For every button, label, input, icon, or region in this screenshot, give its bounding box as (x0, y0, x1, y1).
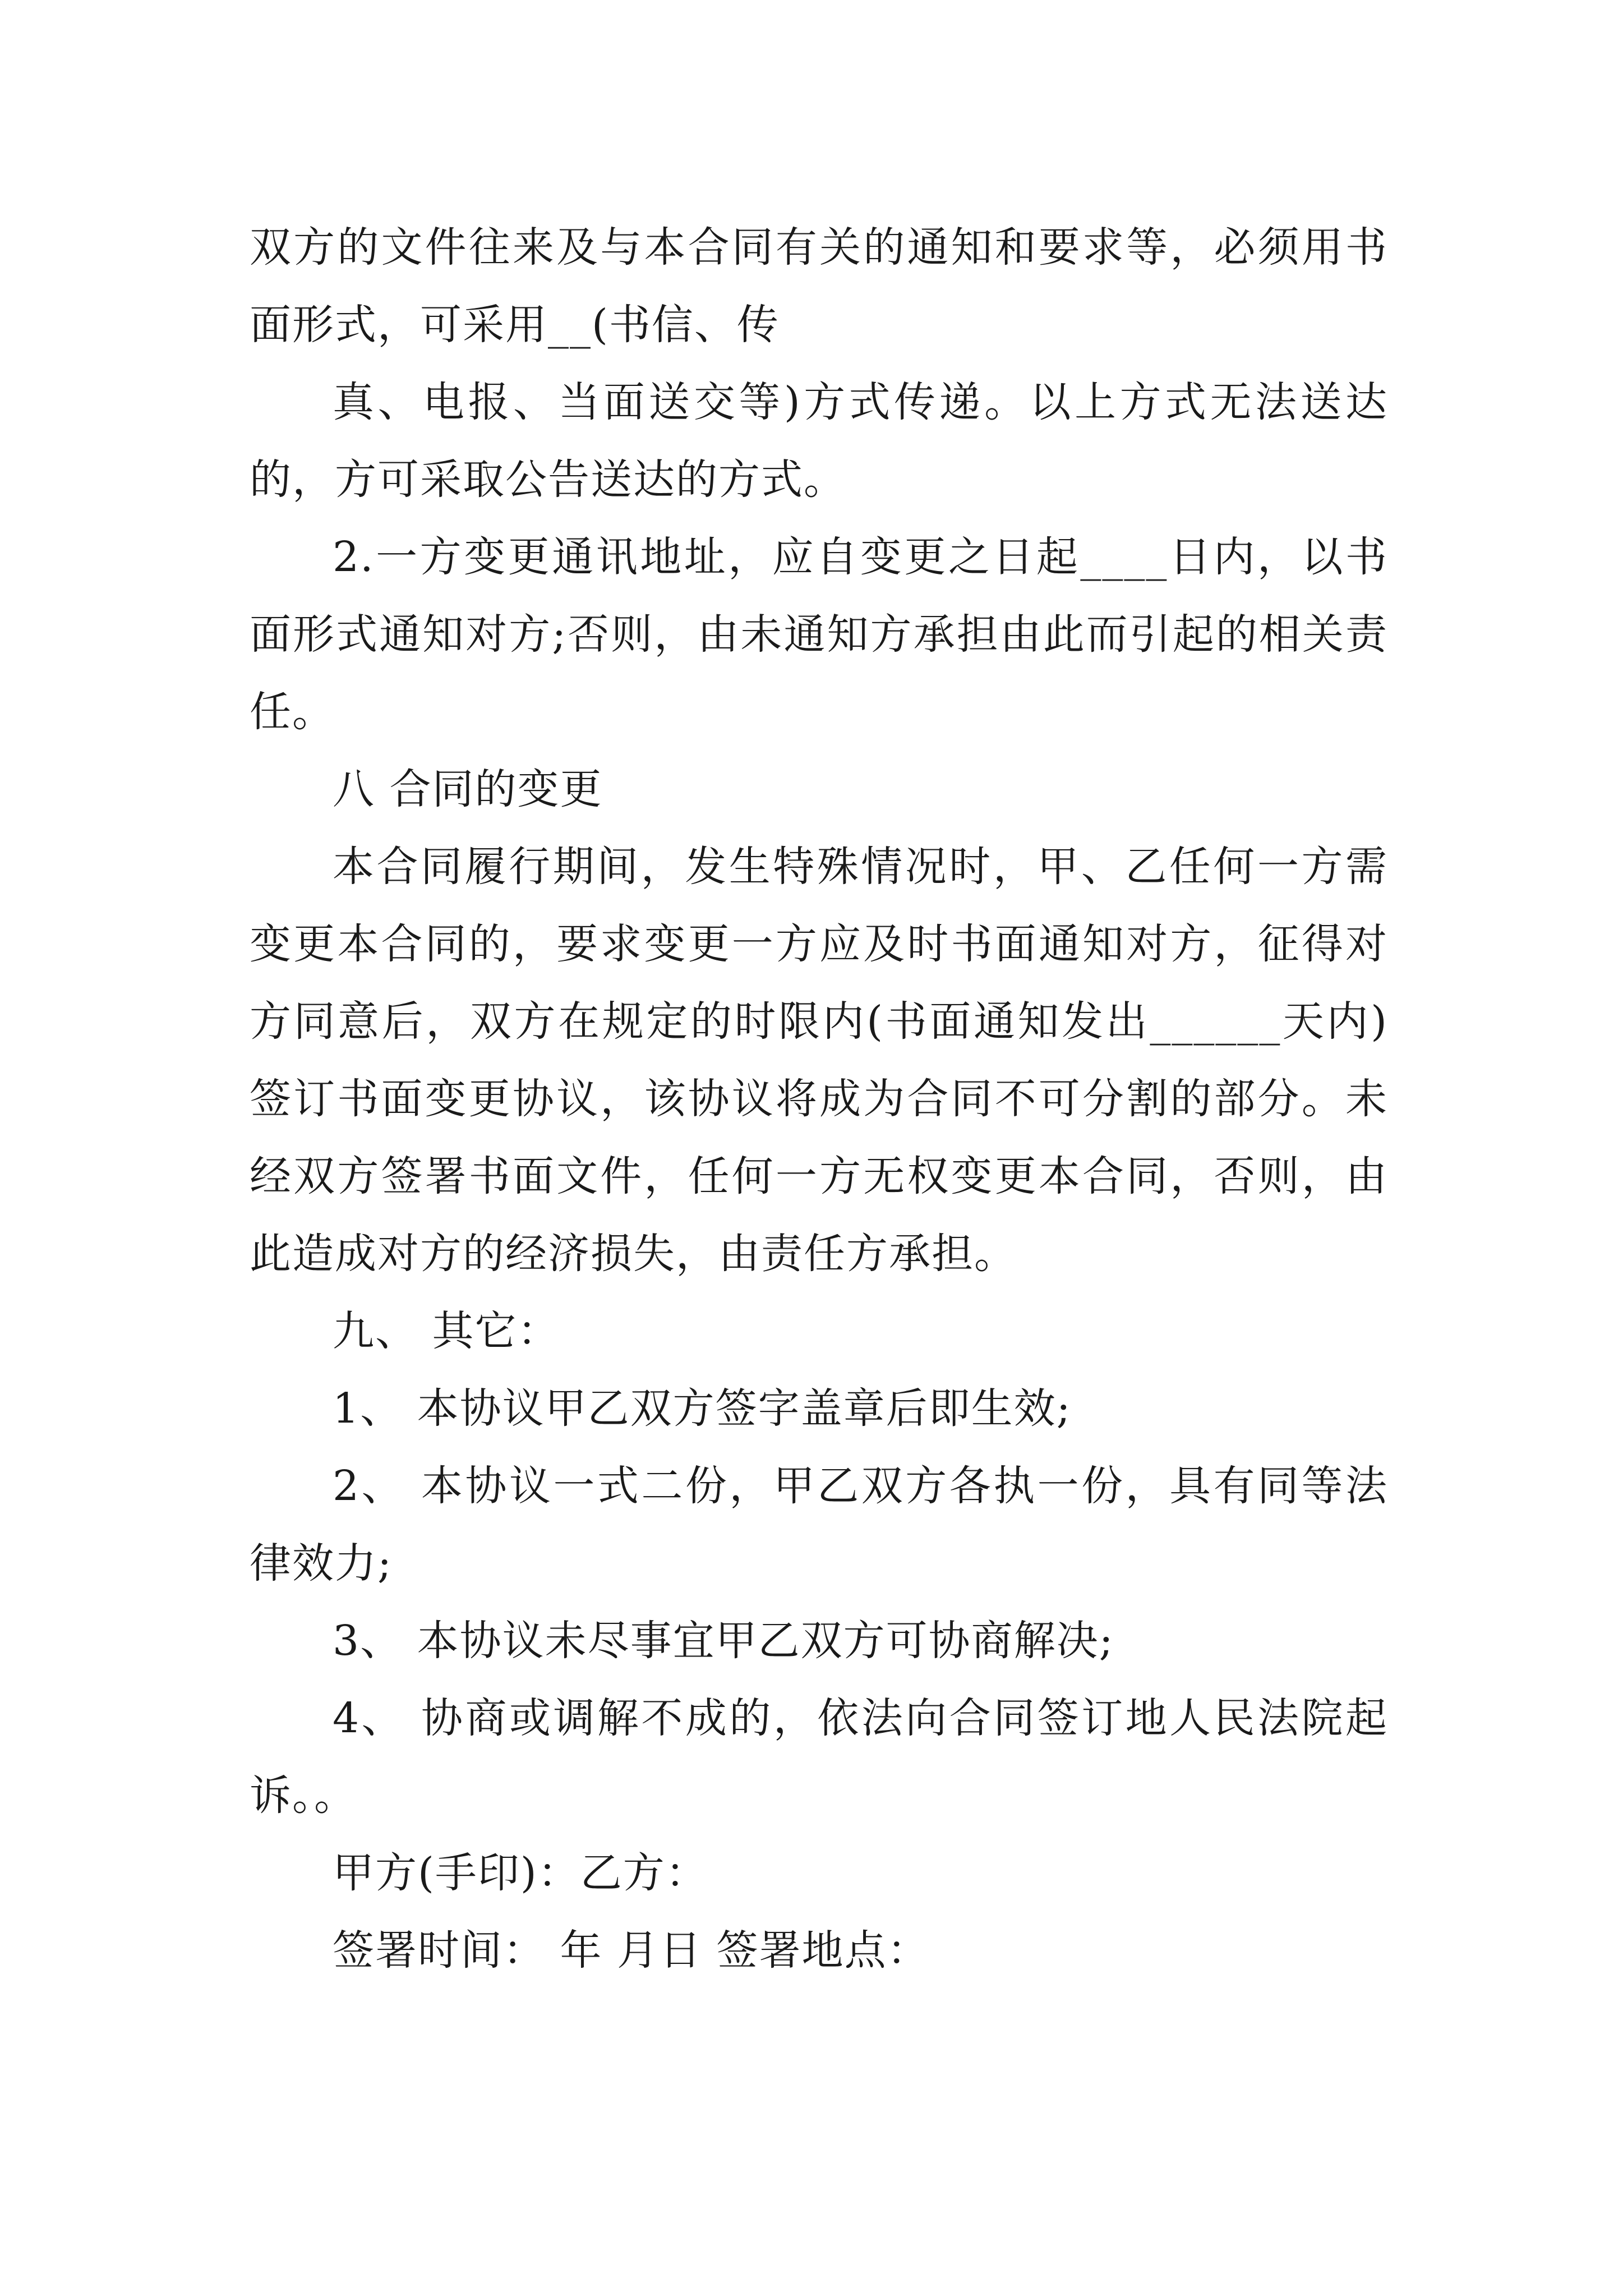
paragraph-notice-methods: 双方的文件往来及与本合同有关的通知和要求等，必须用书面形式，可采用__(书信、传 (250, 223, 1388, 349)
clause-dispute: 4、 协商或调解不成的，依法向合同签订地人民法院起诉。。 (250, 1694, 1388, 1820)
signature-parties: 甲方(手印)：乙方： (333, 1849, 708, 1897)
clause-unresolved-matters: 3、 本协议未尽事宜甲乙双方可协商解决; (333, 1617, 1114, 1665)
clause-copies: 2、 本协议一式二份，甲乙双方各执一份，具有同等法律效力; (250, 1462, 1388, 1588)
section-heading-contract-change: 八 合同的变更 (333, 765, 603, 813)
section-heading-other: 九、 其它： (333, 1307, 560, 1355)
document-body (250, 209, 1388, 1989)
signature-time-place: 签署时间： 年 月日 签署地点： (333, 1926, 930, 1975)
paragraph-delivery-methods: 真、电报、当面送交等)方式传递。以上方式无法送达的，方可采取公告送达的方式。 (250, 378, 1388, 504)
paragraph-address-change: 2.一方变更通讯地址，应自变更之日起____日内，以书面形式通知对方;否则，由未通知方承担由此而引起的相关责任。 (250, 533, 1388, 736)
paragraph-contract-change: 本合同履行期间，发生特殊情况时，甲、乙任何一方需变更本合同的，要求变更一方应及时书面通知对方，征得对方同意后，双方在规定的时限内(书面通知发出______天内)签订书面变更协议，该协议将成为合同不可分割的部分。未经双方签署书面文件，任何一方无权变更本合同，否则，由此造成对方的经济损失，由责任方承担。 (250, 843, 1388, 1278)
clause-effective: 1、 本协议甲乙双方签字盖章后即生效; (333, 1384, 1072, 1433)
